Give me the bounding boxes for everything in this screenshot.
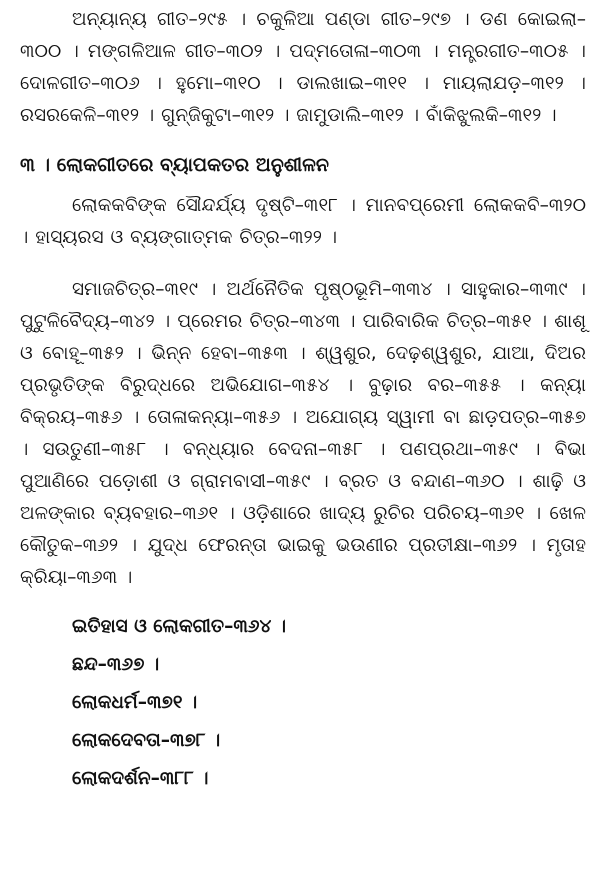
list-item: ଲୋକଦର୍ଶନ–୩୮୮ ।: [72, 768, 209, 789]
list-item: ଛନ୍ଦ–୩୬୭ ।: [72, 654, 160, 675]
contents-paragraph-folk-poets: ଲୋକକବିଙ୍କ ସୌନ୍ଦର୍ଯ୍ୟ ଦୃଷ୍ଟି–୩୧୮ । ମାନବପ୍ରେମୀ ଲୋକକବି–୩୨୦ । ହାସ୍ୟରସ ଓ ବ୍ୟଙ୍ଗାତ୍ମକ ଚିତ୍ର–୩୨୨ ।: [20, 195, 586, 248]
section-heading: ୩ । ଲୋକଗୀତରେ ବ୍ୟାପକତର ଅନୁଶୀଳନ: [20, 154, 329, 176]
list-item: ଇତିହାସ ଓ ଲୋକଗୀତ–୩୬୪ ।: [72, 616, 287, 637]
list-item: ଲୋକଧର୍ମ–୩୭୧ ।: [72, 692, 198, 713]
contents-paragraph-songs: ଅନ୍ୟାନ୍ୟ ଗୀତ–୨୯୫ । ଚକୁଳିଆ ପଣ୍ଡା ଗୀତ–୨୯୭ । ଡଣ କୋଇଲା–୩୦୦ । ମଙ୍ଗଳିଆଳ ଗୀତ–୩୦୨ । ପଦ୍ମତୋଳା–୩୦୩ । ମନ୍ତ୍ରଗୀତ–୩୦୫ । ଦୋଳଗୀତ–୩୦୬ । ହୁମୋ–୩୧୦ । ଡାଲଖାଇ–୩୧୧ । ମାୟଲାଯଡ଼–୩୧୨ । ରସରକେଳି–୩୧୨ । ଗୁନ୍‌ଜିକୁଟା–୩୧୨ । ଜାମୁଡାଲି–୩୧୨ । ବାଁକିଝୁଲକି–୩୧୨ ।: [20, 9, 586, 126]
contents-paragraph-society: ସମାଜଚିତ୍ର–୩୧୯ । ଅର୍ଥନୈତିକ ପୃଷ୍ଠଭୂମି–୩୩୪ । ସାହୁକାର–୩୩୯ । ପୁଟୁଳିବୈଦ୍ୟ–୩୪୨ । ପ୍ରେମର ଚିତ୍ର–୩୪୩ । ପାରିବାରିକ ଚିତ୍ର–୩୫୧ । ଶାଶୂ ଓ ବୋହୂ–୩୫୨ । ଭିନ୍ନ ହେବା–୩୫୩ । ଶ୍ୱଶୁର, ଦେଢ଼ଶ୍ୱଶୁର, ଯାଆ, ଦିଅର ପ୍ରଭୃତିଙ୍କ ବିରୁଦ୍ଧରେ ଅଭିଯୋଗ–୩୫୪ । ବୁଢ଼ାର ବର–୩୫୫ । କନ୍ୟା ବିକ୍ରୟ–୩୫୬ । ତୋଳାକନ୍ୟା–୩୫୬ । ଅଯୋଗ୍ୟ ସ୍ୱାମୀ ବା ଛାଡ଼ପତ୍ର–୩୫୭ । ସଉତୁଣୀ–୩୫୮ । ବନ୍ଧ୍ୟାର ବେଦନା–୩୫୮ । ପଣପ୍ରଥା–୩୫୯ । ବିଭା ପୁଆଣିରେ ପଡ଼ୋଶୀ ଓ ଗ୍ରାମବାସୀ–୩୫୯ । ବ୍ରତ ଓ ବନ୍ଦାଣ–୩୬୦ । ଶାଢ଼ି ଓ ଅଳଙ୍କାର ବ୍ୟବହାର–୩୬୧ । ଓଡ଼ିଶାରେ ଖାଦ୍ୟ ରୁଚିର ପରିଚୟ–୩୬୧ । ଖେଳ କୌତୁକ–୩୬୨ । ଯୁଦ୍ଧ ଫେରନ୍ତା ଭାଇକୁ ଭଉଣୀର ପ୍ରତୀକ୍ଷା–୩୬୨ । ମୃତାହ କ୍ରିୟା–୩୬୩ ।: [20, 279, 586, 588]
list-item: ଲୋକଦେବତା–୩୭୮ ।: [72, 730, 221, 751]
contents-list: [20, 608, 586, 798]
